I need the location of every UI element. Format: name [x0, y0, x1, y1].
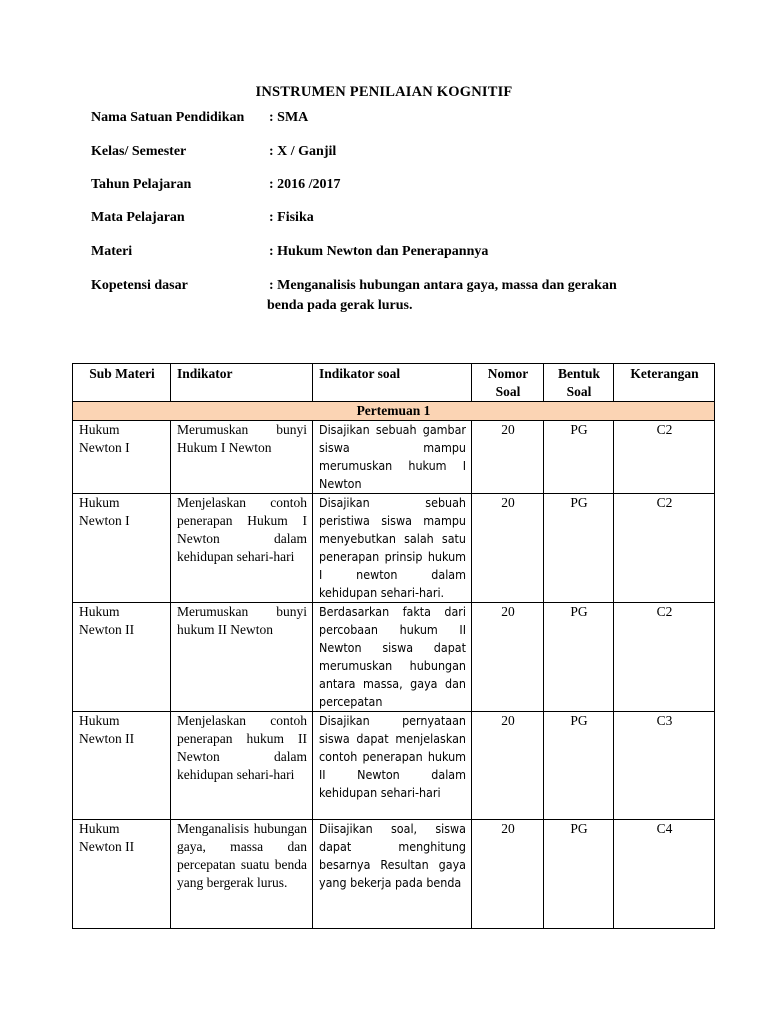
header-nomor-soal: Nomor Soal — [472, 364, 544, 402]
table-row — [73, 820, 715, 929]
meta-value: : Hukum Newton dan Penerapannya — [269, 244, 489, 259]
cell-nomor: 20 — [472, 603, 544, 712]
cell-indikator: Menjelaskan contoh penerapan Hukum I Newton dalam kehidupan sehari-hari — [171, 494, 313, 603]
header-bentuk-soal: Bentuk Soal — [544, 364, 614, 402]
cell-nomor: 20 — [472, 712, 544, 820]
table-row — [73, 494, 715, 603]
meta-label: Kelas/ Semester — [91, 144, 187, 159]
cell-indikator: Menjelaskan contoh penerapan hukum II Newton dalam kehidupan sehari-hari — [171, 712, 313, 820]
cell-sub-materi: Hukum Newton II — [73, 820, 171, 929]
table-row — [73, 712, 715, 820]
meta-value: : Fisika — [269, 210, 314, 225]
table-row — [73, 421, 715, 494]
cell-nomor: 20 — [472, 494, 544, 603]
cell-indikator-soal: Disajikan pernyataan siswa dapat menjelaskan contoh penerapan hukum II Newton dalam kehidupan sehari-hari — [313, 712, 472, 820]
cell-nomor: 20 — [472, 421, 544, 494]
section-title: Pertemuan 1 — [73, 402, 715, 421]
cell-indikator: Merumuskan bunyi hukum II Newton — [171, 603, 313, 712]
cell-keterangan: C2 — [614, 603, 715, 712]
cell-bentuk: PG — [544, 820, 614, 929]
table-row — [73, 603, 715, 712]
meta-value: : Menganalisis hubungan antara gaya, massa dan gerakan — [269, 278, 617, 293]
cell-keterangan: C4 — [614, 820, 715, 929]
cell-keterangan: C2 — [614, 421, 715, 494]
meta-label: Kopetensi dasar — [91, 278, 188, 293]
cell-keterangan: C3 — [614, 712, 715, 820]
meta-value: : X / Ganjil — [269, 144, 337, 159]
meta-value: : SMA — [269, 110, 309, 125]
meta-value: : 2016 /2017 — [269, 177, 341, 192]
cell-keterangan: C2 — [614, 494, 715, 603]
section-row — [73, 402, 715, 421]
header-indikator-soal: Indikator soal — [313, 364, 472, 402]
cell-indikator-soal: Berdasarkan fakta dari percobaan hukum II Newton siswa dapat merumuskan hubungan antara massa, gaya dan percepatan — [313, 603, 472, 712]
cell-bentuk: PG — [544, 494, 614, 603]
cell-indikator: Merumuskan bunyi Hukum I Newton — [171, 421, 313, 494]
cell-indikator-soal: Disajikan sebuah gambar siswa mampu merumuskan hukum I Newton — [313, 421, 472, 494]
meta-kd-continuation: benda pada gerak lurus. — [267, 298, 413, 313]
cell-sub-materi: Hukum Newton II — [73, 603, 171, 712]
cell-bentuk: PG — [544, 712, 614, 820]
cell-indikator: Menganalisis hubungan gaya, massa dan percepatan suatu benda yang bergerak lurus. — [171, 820, 313, 929]
header-sub-materi: Sub Materi — [73, 364, 171, 402]
meta-label: Tahun Pelajaran — [91, 177, 192, 192]
cell-sub-materi: Hukum Newton II — [73, 712, 171, 820]
meta-label: Mata Pelajaran — [91, 210, 185, 225]
meta-label: Nama Satuan Pendidikan — [91, 110, 245, 125]
assessment-table — [72, 363, 715, 929]
header-indikator: Indikator — [171, 364, 313, 402]
document-title: INSTRUMEN PENILAIAN KOGNITIF — [255, 84, 513, 100]
cell-indikator-soal: Disajikan sebuah peristiwa siswa mampu menyebutkan salah satu penerapan prinsip hukum I newton dalam kehidupan sehari-hari. — [313, 494, 472, 603]
cell-indikator-soal: Diisajikan soal, siswa dapat menghitung besarnya Resultan gaya yang bekerja pada benda — [313, 820, 472, 929]
cell-sub-materi: Hukum Newton I — [73, 421, 171, 494]
cell-bentuk: PG — [544, 603, 614, 712]
header-keterangan: Keterangan — [614, 364, 715, 402]
cell-nomor: 20 — [472, 820, 544, 929]
meta-label: Materi — [91, 244, 133, 259]
cell-sub-materi: Hukum Newton I — [73, 494, 171, 603]
table-header-row — [73, 364, 715, 402]
cell-bentuk: PG — [544, 421, 614, 494]
